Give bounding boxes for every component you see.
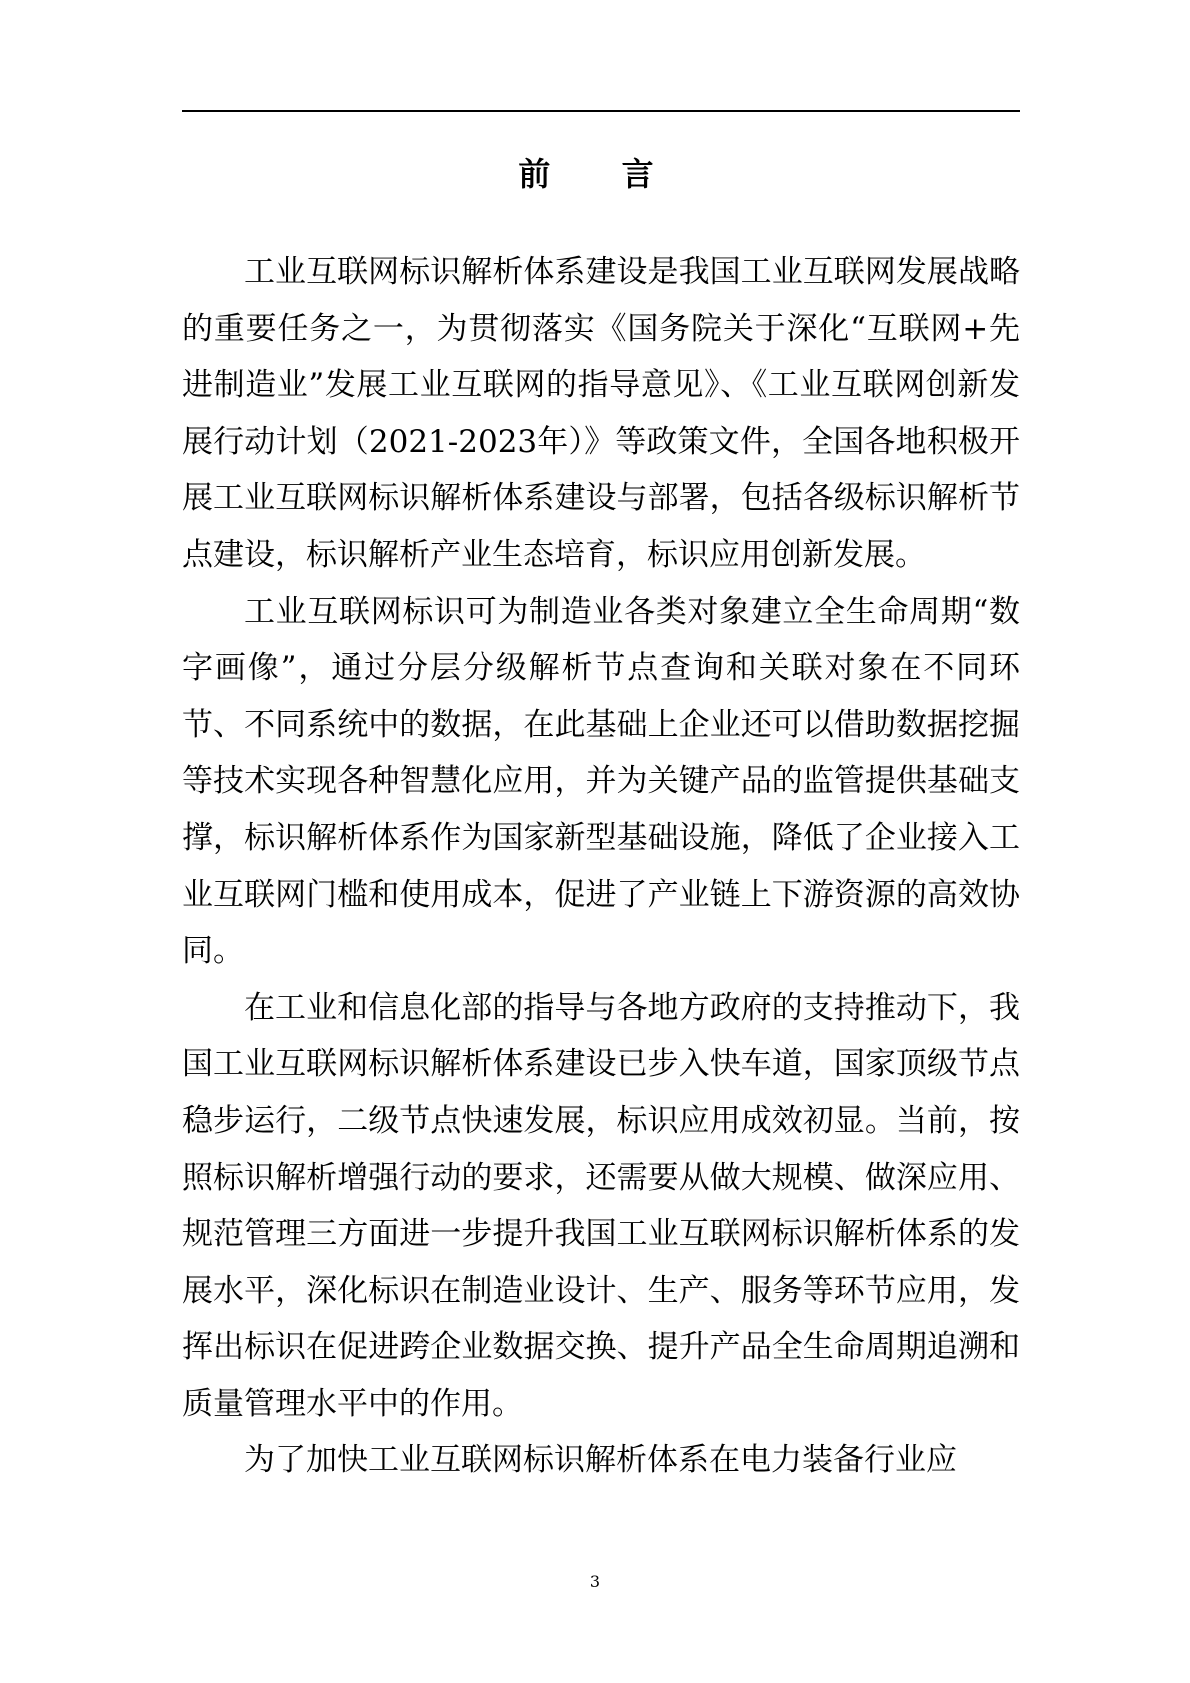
page-number: 3 (589, 1572, 601, 1591)
paragraph-3: 在工业和信息化部的指导与各地方政府的支持推动下，我国工业互联网标识解析体系建设已步入快车道，国家顶级节点稳步运行，二级节点快速发展，标识应用成效初显。当前，按照标识解析增强行动的要求，还需要从做大规模、做深应用、规范管理三方面进一步提升我国工业互联网标识解析体系的发展水平，深化标识在制造业设计、生产、服务等环节应用，发挥出标识在促进跨企业数据交换、提升产品全生命周期追溯和质量管理水平中的作用。 (182, 989, 1020, 1422)
body-text (182, 244, 1020, 1489)
paragraph-2: 工业互联网标识可为制造业各类对象建立全生命周期“数字画像”，通过分层分级解析节点查询和关联对象在不同环节、不同系统中的数据，在此基础上企业还可以借助数据挖掘等技术实现各种智慧化应用，并为关键产品的监管提供基础支撑，标识解析体系作为国家新型基础设施，降低了企业接入工业互联网门槛和使用成本，促进了产业链上下游资源的高效协同。 (182, 593, 1020, 970)
paragraph-4: 为了加快工业互联网标识解析体系在电力装备行业应 (244, 1442, 957, 1479)
header-rule (182, 110, 1020, 112)
page-title: 前 言 (518, 155, 684, 193)
paragraph-1: 工业互联网标识解析体系建设是我国工业互联网发展战略的重要任务之一，为贯彻落实《国务院关于深化“互联网+先进制造业”发展工业互联网的指导意见》、《工业互联网创新发展行动计划（2021-2023年）》等政策文件，全国各地积极开展工业互联网标识解析体系建设与部署，包括各级标识解析节点建设，标识解析产业生态培育，标识应用创新发展。 (182, 254, 1020, 573)
